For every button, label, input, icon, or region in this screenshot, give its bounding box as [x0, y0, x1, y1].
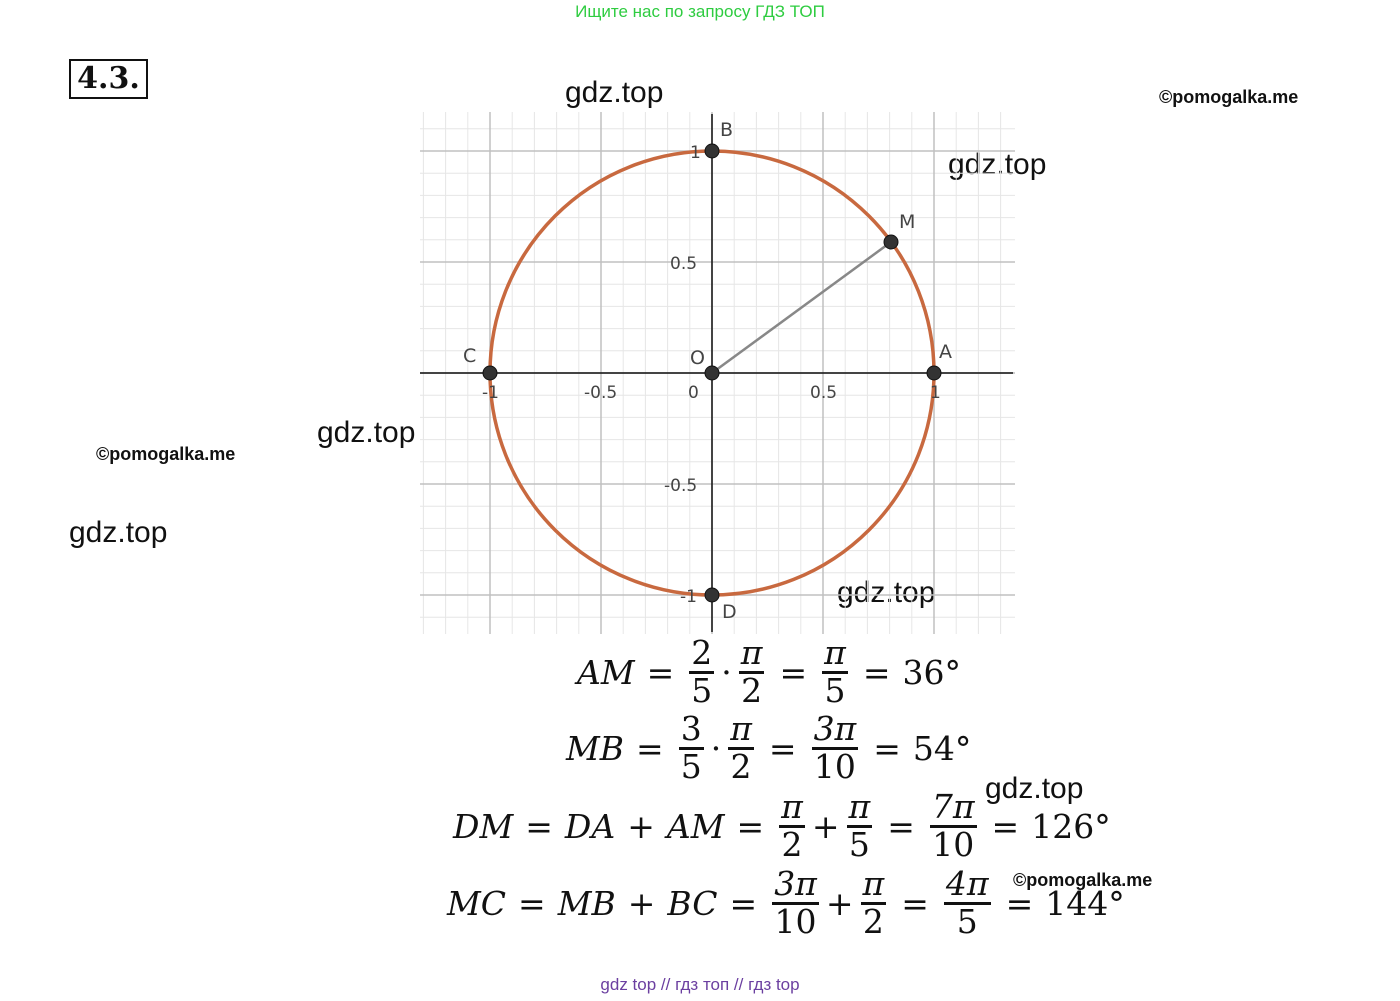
numerator: 4π: [945, 864, 989, 903]
fraction: [847, 787, 873, 864]
x-tick-label: 0: [688, 383, 699, 403]
eq-sign: =: [736, 806, 765, 846]
eq-term: MB: [557, 883, 616, 923]
point-label-m: M: [899, 211, 916, 233]
denominator: 5: [691, 670, 713, 710]
numerator: 7π: [931, 787, 975, 826]
equation-mb: [566, 709, 972, 786]
watermark-gdz: gdz.top: [837, 576, 936, 609]
plus-sign: +: [825, 883, 854, 923]
eq-sign: =: [636, 728, 664, 768]
y-tick-label: -1: [680, 587, 697, 607]
eq-result: 126°: [1031, 806, 1111, 846]
numerator: π: [848, 787, 871, 826]
denominator: 2: [741, 670, 763, 710]
fraction: [728, 709, 754, 786]
multiply-sign: ·: [710, 728, 722, 768]
watermark-gdz: gdz.top: [317, 416, 416, 449]
point-label-c: C: [463, 345, 477, 367]
equation-mc: [447, 864, 1125, 941]
numerator: π: [781, 787, 803, 826]
point-o: [705, 366, 719, 380]
problem-number: 4.3.: [69, 59, 148, 99]
watermark-pomogalka: ©pomogalka.me: [96, 444, 236, 464]
y-tick-label: -0.5: [664, 476, 698, 496]
eq-sign: =: [729, 883, 758, 923]
fraction: [930, 787, 977, 864]
y-tick-label: 1: [690, 143, 701, 163]
watermark-gdz: gdz.top: [948, 148, 1047, 181]
plus-sign: +: [627, 883, 656, 923]
fraction: [822, 633, 848, 710]
denominator: 5: [680, 746, 702, 786]
fraction: [689, 633, 714, 710]
eq-sign: =: [525, 806, 553, 846]
watermark-pomogalka: ©pomogalka.me: [1159, 87, 1299, 107]
eq-term: BC: [667, 883, 718, 923]
denominator: 5: [848, 824, 870, 864]
fraction: [812, 709, 859, 786]
fraction: [739, 633, 765, 710]
numerator: π: [740, 633, 763, 672]
point-a: [927, 366, 941, 380]
denominator: 10: [813, 746, 856, 786]
numerator: 3π: [774, 864, 817, 903]
unit-circle-graph: [420, 112, 1015, 634]
numerator: 3: [680, 709, 702, 748]
eq-lhs: DM: [453, 806, 514, 846]
watermark-pomogalka: ©pomogalka.me: [1013, 870, 1153, 890]
fraction: [861, 864, 887, 941]
point-label-b: B: [720, 119, 734, 141]
numerator: 3π: [813, 709, 857, 748]
eq-result: 36°: [902, 652, 961, 692]
eq-result: 54°: [912, 728, 972, 768]
denominator: 2: [730, 746, 752, 786]
eq-sign: =: [901, 883, 929, 923]
fraction: [779, 787, 805, 864]
denominator: 5: [956, 901, 978, 941]
x-tick-label: 0.5: [810, 383, 838, 403]
fraction: [944, 864, 991, 941]
eq-sign: =: [779, 652, 808, 692]
eq-result: 144°: [1045, 883, 1125, 923]
point-label-a: A: [939, 341, 952, 363]
eq-sign: =: [991, 806, 1020, 846]
numerator: 2: [691, 633, 713, 672]
equation-am: [577, 633, 961, 710]
eq-sign: =: [1005, 883, 1034, 923]
eq-sign: =: [518, 883, 546, 923]
eq-term: AM: [666, 806, 725, 846]
eq-lhs: MB: [566, 728, 625, 768]
eq-sign: =: [873, 728, 901, 768]
multiply-sign: ·: [721, 652, 732, 692]
plus-sign: +: [811, 806, 840, 846]
x-tick-label: -1: [482, 383, 499, 403]
denominator: 2: [781, 824, 803, 864]
numerator: π: [824, 633, 846, 672]
denominator: 2: [862, 901, 884, 941]
numerator: π: [730, 709, 752, 748]
eq-sign: =: [862, 652, 891, 692]
fraction: [679, 709, 704, 786]
watermark-gdz: gdz.top: [565, 76, 664, 109]
eq-lhs: AM: [577, 652, 635, 692]
watermark-gdz: gdz.top: [69, 516, 168, 549]
watermark-gdz: gdz.top: [985, 772, 1084, 805]
denominator: 5: [824, 670, 846, 710]
eq-sign: =: [768, 728, 797, 768]
x-tick-label: 1: [930, 383, 941, 403]
eq-term: DA: [564, 806, 616, 846]
numerator: π: [862, 864, 885, 903]
eq-sign: =: [646, 652, 675, 692]
plus-sign: +: [627, 806, 655, 846]
denominator: 10: [932, 824, 975, 864]
fraction: [772, 864, 819, 941]
point-m: [884, 235, 898, 249]
point-d: [705, 588, 719, 602]
point-label-d: D: [722, 601, 737, 623]
point-c: [483, 366, 497, 380]
point-label-o: O: [690, 347, 705, 369]
point-b: [705, 144, 719, 158]
x-tick-label: -0.5: [584, 383, 618, 403]
eq-lhs: MC: [447, 883, 507, 923]
denominator: 10: [774, 901, 817, 941]
footer-links: gdz top // гдз топ // гдз top: [600, 975, 800, 994]
y-tick-label: 0.5: [670, 254, 698, 274]
top-banner: Ищите нас по запросу ГДЗ ТОП: [575, 2, 825, 21]
eq-sign: =: [887, 806, 915, 846]
